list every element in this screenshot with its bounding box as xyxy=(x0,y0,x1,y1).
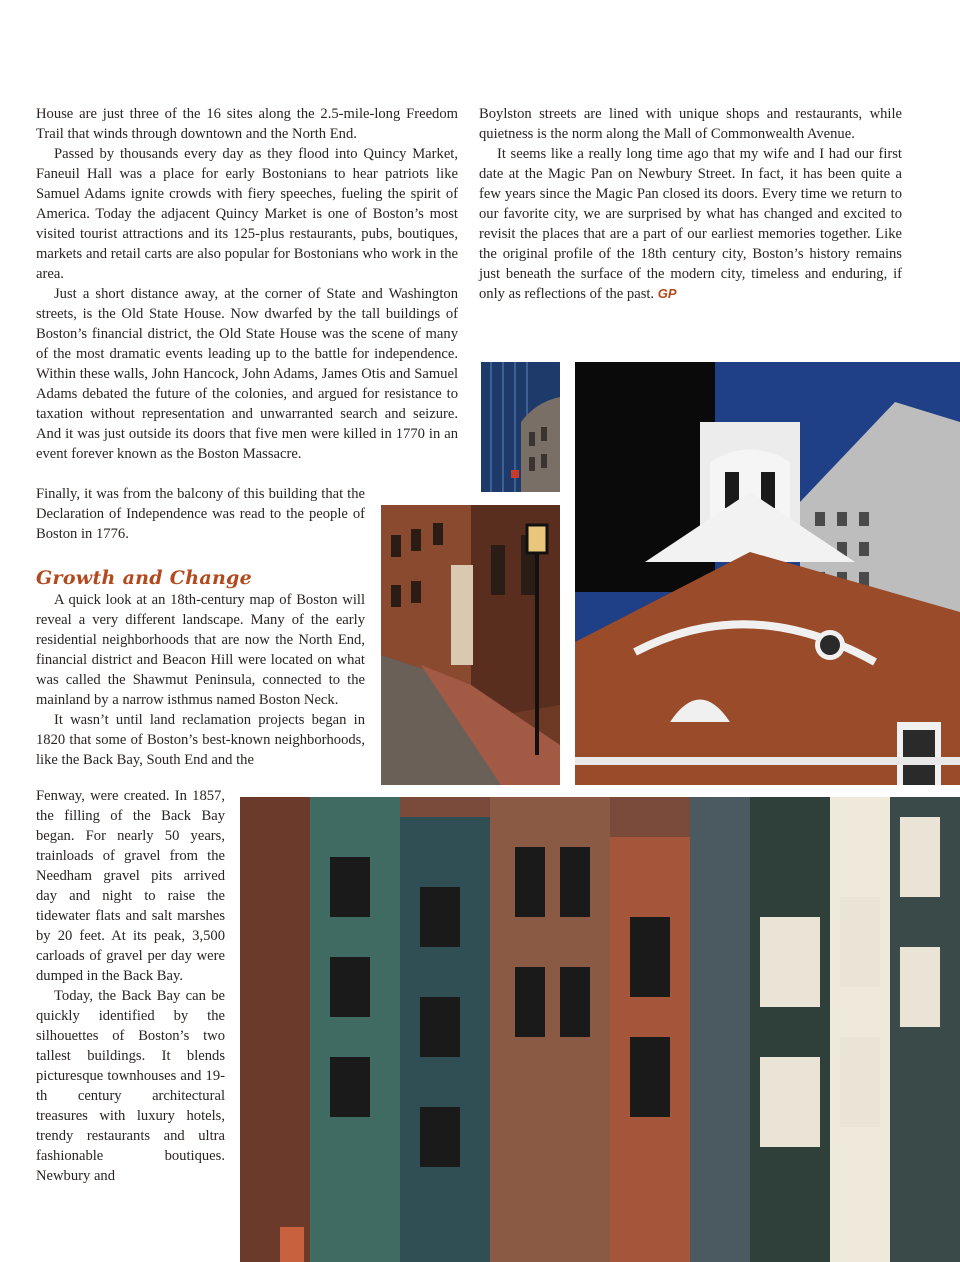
article-column-left-mid xyxy=(36,484,365,770)
photo-old-state-house xyxy=(575,362,960,785)
paragraph xyxy=(479,144,902,304)
section-heading: Growth and Change xyxy=(36,567,253,589)
paragraph: A quick look at an 18th-century map of Boston will reveal a very different landscape. Many of the early residential neighborhoods that are now the North End, financial district and Beacon Hill were located on what was called the Shawmut Peninsula, connected to the mainland by a narrow isthmus named Boston Neck. xyxy=(36,592,365,708)
paragraph: House are just three of the 16 sites along the 2.5-mile-long Freedom Trail that winds through downtown and the North End. xyxy=(36,106,458,142)
paragraph-text: It seems like a really long time ago that my wife and I had our first date at the Magic Pan on Newbury Street. In fact, it has been quite a few years since the Magic Pan closed its doors. Every time we return to our favorite city, we are surprised by what has changed and excited to revisit the places that are a part of our earliest memories together. Like the original profile of the 18th century city, Boston’s history remains just beneath the surface of the modern city, timeless and enduring, if only as reflections of the past. xyxy=(479,146,902,302)
paragraph: Just a short distance away, at the corner of State and Washington streets, is the Old State House. Now dwarfed by the tall buildings of Boston’s financial district, the Old State House was the scene of many of the most dramatic events leading up to the battle for independence. Within these walls, John Hancock, John Adams, James Otis and Samuel Adams debated the future of the colonies, and argued for resistance to taxation without representation and unwarranted search and seizure. And it was just outside its doors that five men were killed in 1770 in an event forever known as the Boston Massacre. xyxy=(36,286,458,462)
paragraph: It wasn’t until land reclamation projects began in 1820 that some of Boston’s best-known neighborhoods, like the Back Bay, South End and the xyxy=(36,712,365,768)
article-column-left-low xyxy=(36,786,225,1186)
paragraph: Finally, it was from the balcony of this building that the Declaration of Independence was read to the people of Boston in 1776. xyxy=(36,486,365,542)
paragraph: Today, the Back Bay can be quickly identified by the silhouettes of Boston’s two tallest buildings. It blends picturesque townhouses and 19-th century architectural treasures with luxury hotels, trendy restaurants and ultra fashionable boutiques. Newbury and xyxy=(36,988,225,1184)
article-column-left-top xyxy=(36,104,458,464)
photo-back-bay-townhouses xyxy=(240,797,960,1262)
article-column-right xyxy=(479,104,902,304)
paragraph: Boylston streets are lined with unique shops and restaurants, while quietness is the norm along the Mall of Commonwealth Avenue. xyxy=(479,106,902,142)
paragraph: Fenway, were created. In 1857, the filling of the Back Bay began. For nearly 50 years, trainloads of gravel from the Needham gravel pits arrived day and night to raise the tidewater flats and salt marshes by 20 feet. At its peak, 3,500 carloads of gravel per day were dumped in the Back Bay. xyxy=(36,788,225,984)
paragraph: Passed by thousands every day as they flood into Quincy Market, Faneuil Hall was a place for early Bostonians to hear patriots like Samuel Adams ignite crowds with fiery speeches, fueling the spirit of America. Today the adjacent Quincy Market is one of Boston’s most visited tourist attractions and its 125-plus restaurants, pubs, boutiques, markets and retail carts are also popular for Bostonians who work in the area. xyxy=(36,146,458,282)
author-signature: GP xyxy=(657,286,677,301)
photo-skyscraper xyxy=(481,362,560,492)
photo-brick-alley xyxy=(381,505,560,785)
